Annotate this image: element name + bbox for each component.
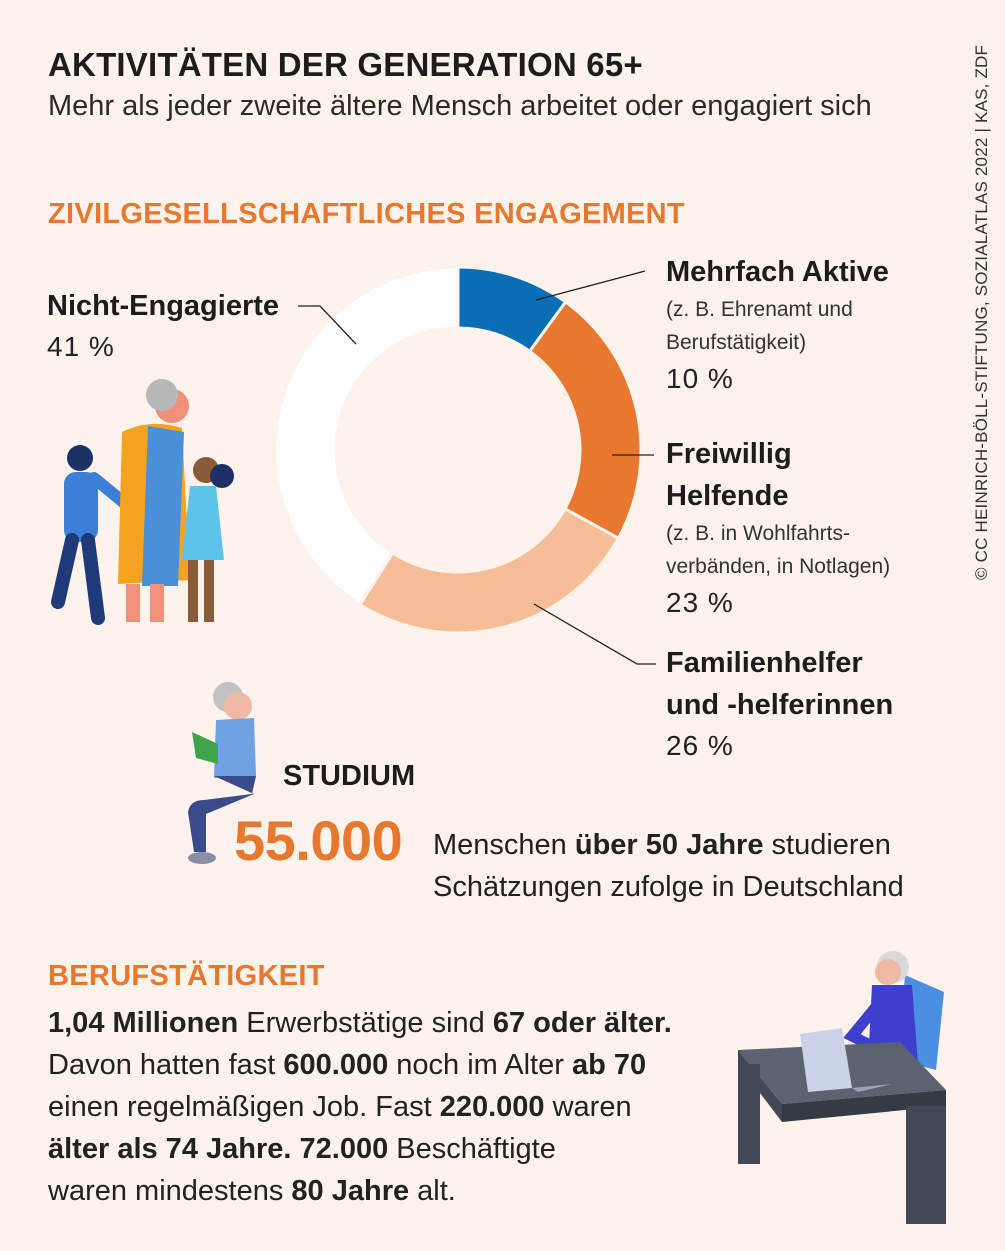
slice-name: Familienhelfer	[666, 647, 863, 679]
study-text: studieren	[763, 829, 891, 861]
label-mehrfach	[666, 251, 889, 399]
slice-name: Helfende	[666, 480, 789, 512]
emp-bold: 80 Jahre	[291, 1175, 410, 1207]
employment-text	[48, 1002, 672, 1212]
employment-heading: BERUFSTÄTIGKEIT	[48, 960, 325, 992]
slice-name: Mehrfach Aktive	[666, 256, 889, 288]
slice-note: (z. B. in Wohlfahrts-	[666, 522, 850, 545]
emp-text: Beschäftigte	[388, 1133, 556, 1165]
slice-note: (z. B. Ehrenamt und	[666, 298, 853, 321]
emp-text: einen regelmäßigen Job. Fast	[48, 1091, 440, 1123]
emp-text: waren	[544, 1091, 632, 1123]
donut-slice-familienhelfer-und-helferinnen	[360, 509, 618, 633]
credit-line: © CC HEINRICH-BÖLL-STIFTUNG, SOZIALATLAS 2022 | KAS, ZDF	[972, 44, 991, 580]
study-text: Menschen	[433, 829, 575, 861]
study-text-bold: über 50 Jahre	[574, 829, 764, 861]
emp-text: Erwerbstätige sind	[238, 1007, 493, 1039]
family-illustration	[58, 379, 234, 622]
emp-text: Davon hatten fast	[48, 1049, 284, 1081]
emp-bold: älter als 74 Jahre. 72.000	[48, 1133, 389, 1165]
slice-note: verbänden, in Notlagen)	[666, 555, 891, 578]
slice-name: Freiwillig	[666, 438, 792, 470]
page-title: AKTIVITÄTEN DER GENERATION 65+	[48, 46, 643, 83]
donut-chart	[275, 267, 641, 633]
slice-value: 10 %	[666, 363, 734, 394]
donut-slice-freiwillig-helfende	[530, 302, 641, 538]
emp-bold: 67 oder älter.	[492, 1007, 672, 1039]
slice-value: 26 %	[666, 730, 734, 761]
emp-text: alt.	[409, 1175, 456, 1207]
engagement-heading: ZIVILGESELLSCHAFTLICHES ENGAGEMENT	[48, 198, 685, 230]
label-nicht	[47, 285, 279, 367]
leader-line-mehrfach	[536, 271, 645, 300]
label-familie	[666, 642, 893, 766]
slice-name: und -helferinnen	[666, 689, 894, 721]
slice-value: 41 %	[47, 331, 115, 362]
emp-bold: 1,04 Millionen	[48, 1007, 239, 1039]
emp-text: noch im Alter	[388, 1049, 572, 1081]
slice-note: Berufstätigkeit)	[666, 331, 807, 354]
emp-bold: 220.000	[439, 1091, 545, 1123]
study-description	[433, 824, 904, 908]
slice-name: Nicht-Engagierte	[47, 290, 280, 322]
slice-value: 23 %	[666, 587, 734, 618]
man-at-desk-illustration	[738, 951, 946, 1224]
study-heading: STUDIUM	[283, 760, 416, 792]
donut-slice-nicht-engagierte	[275, 267, 458, 605]
page-subtitle: Mehr als jeder zweite ältere Mensch arbeitet oder engagiert sich	[48, 90, 872, 122]
leader-line-familie	[534, 604, 656, 664]
label-freiwillig	[666, 433, 890, 623]
study-text: Schätzungen zufolge in Deutschland	[433, 871, 904, 903]
emp-bold: 600.000	[283, 1049, 389, 1081]
emp-text: waren mindestens	[48, 1175, 292, 1207]
emp-bold: ab 70	[571, 1049, 647, 1081]
study-number: 55.000	[234, 809, 403, 872]
